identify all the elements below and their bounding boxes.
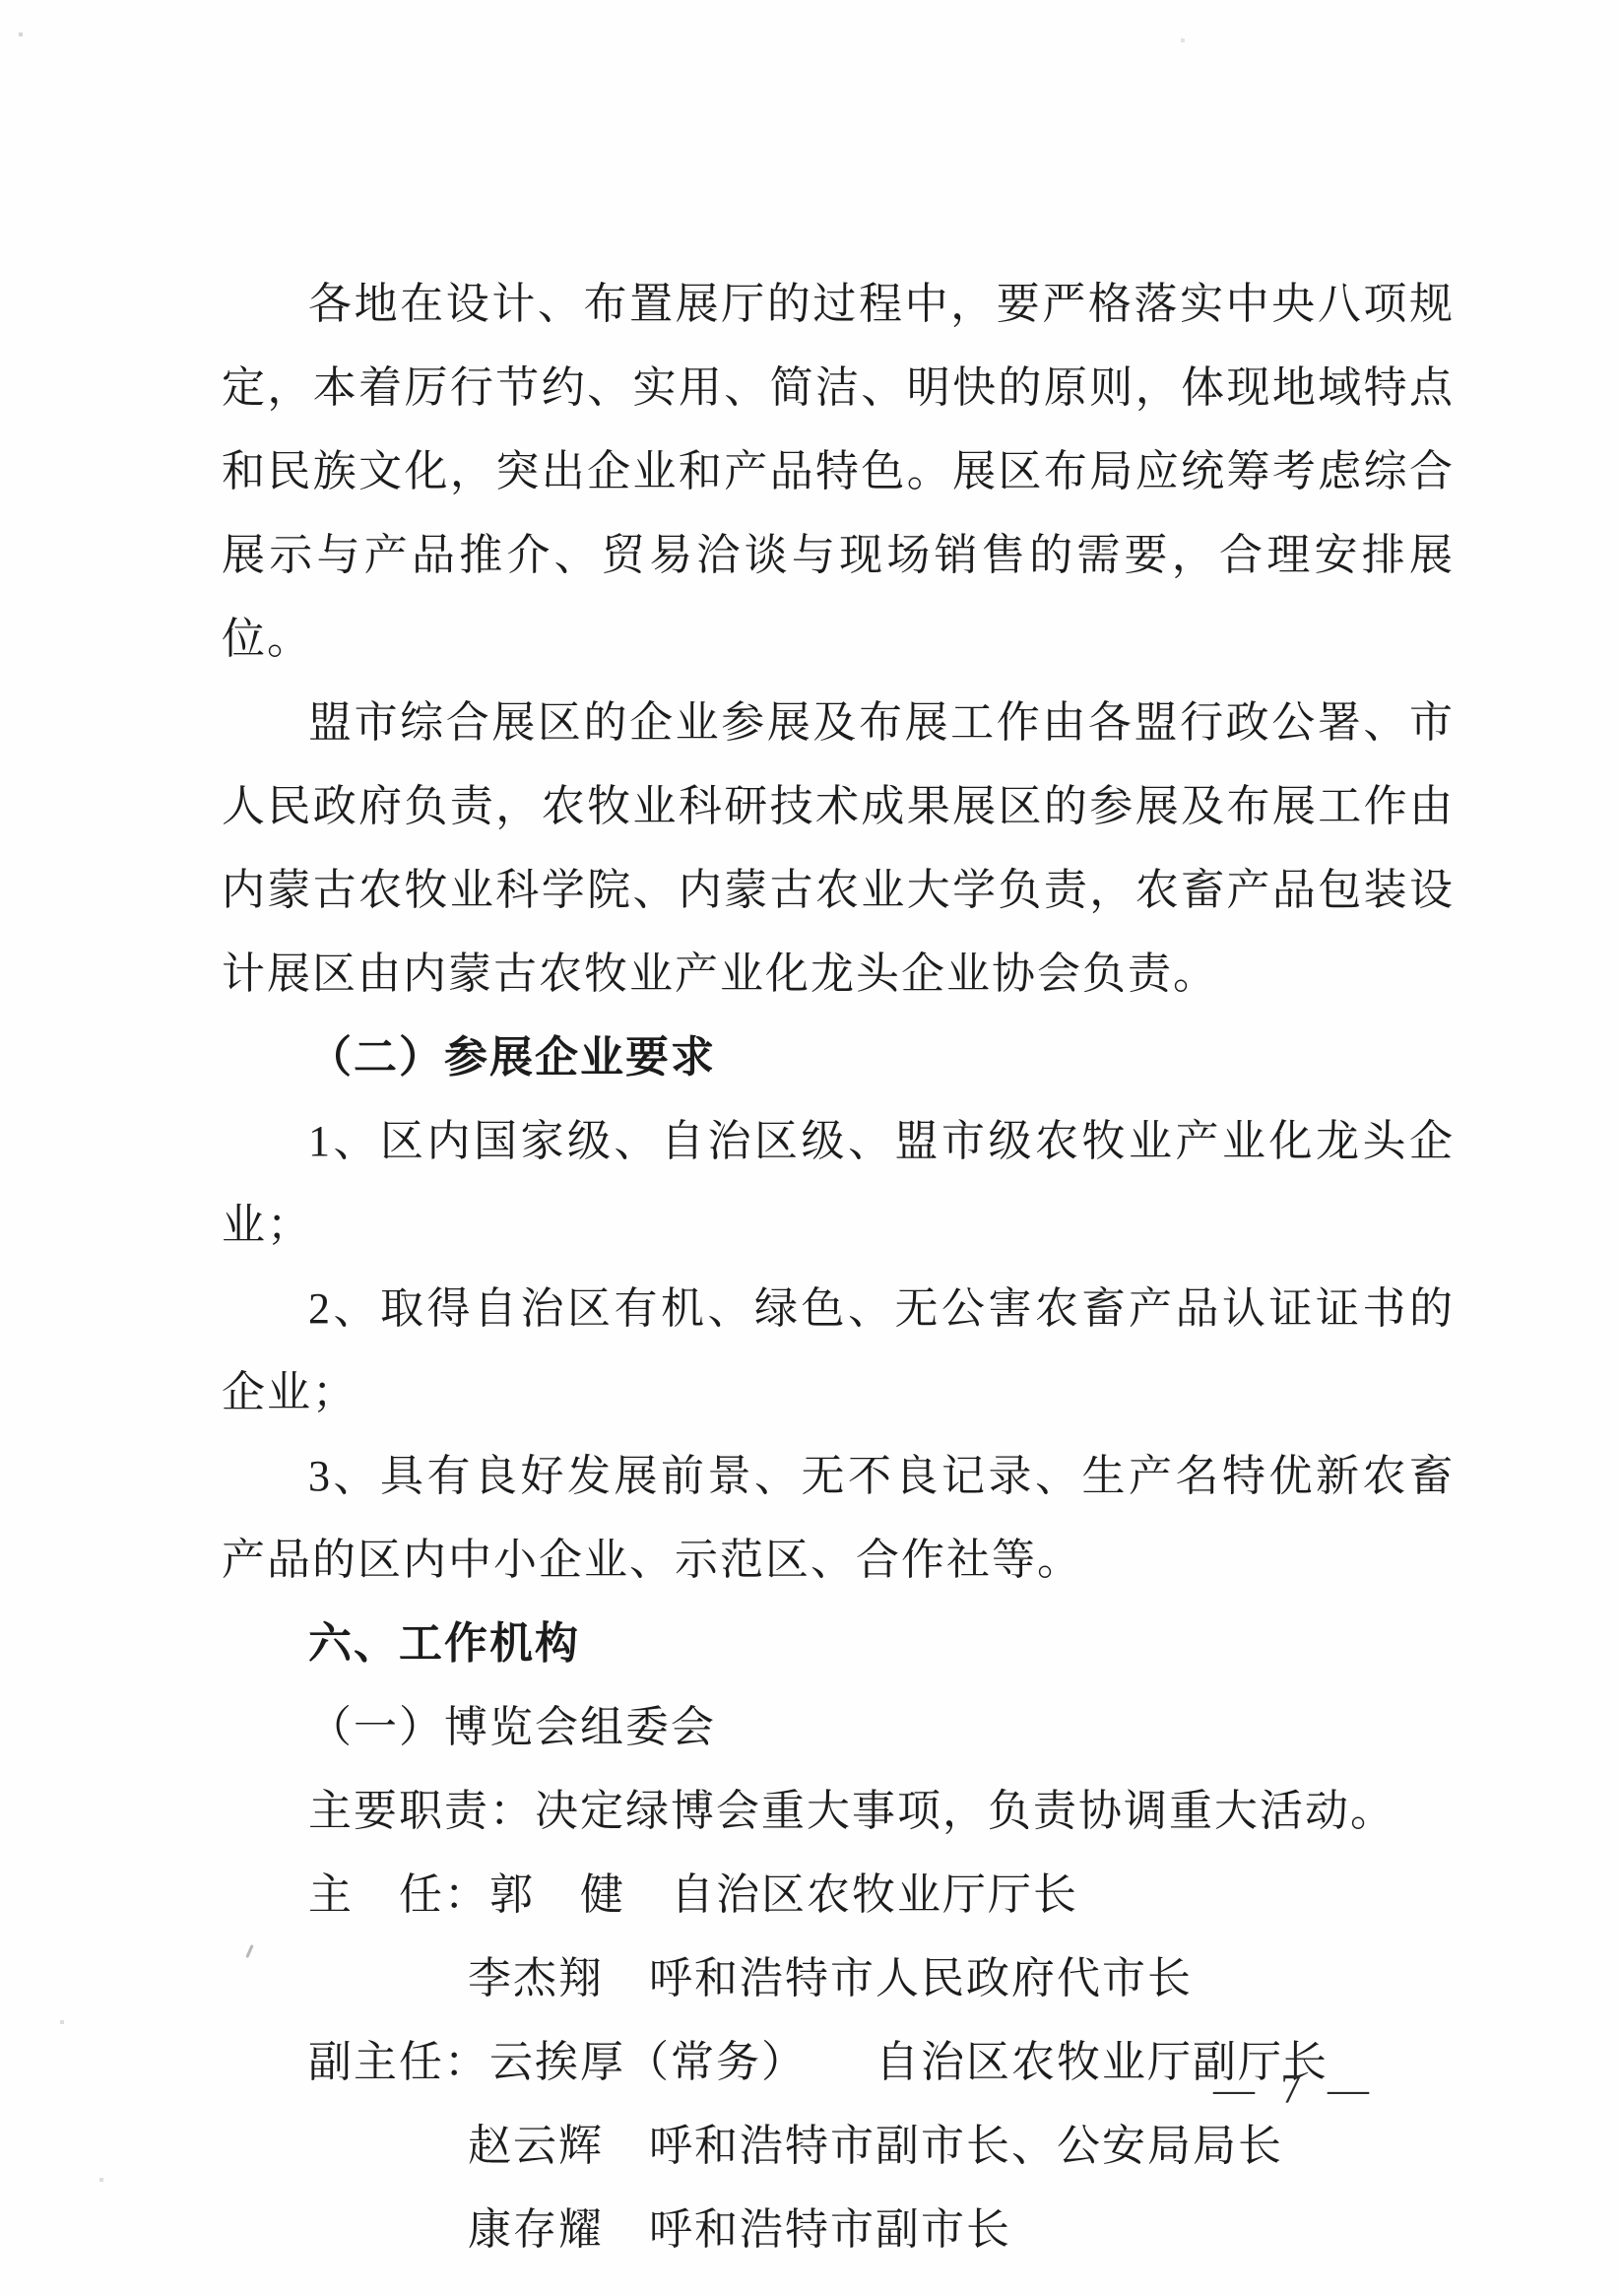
roster-name-line: 赵云辉 呼和浩特市副市长、公安局局长 xyxy=(468,2122,1283,2170)
scan-artifact-specks xyxy=(0,0,2,2)
list-item-paragraph: 1、区内国家级、自治区级、盟市级农牧业产业化龙头企业； xyxy=(222,1117,1455,1249)
section-heading: 六、工作机构 xyxy=(308,1619,580,1668)
subsection-heading: （二）参展企业要求 xyxy=(308,1033,716,1082)
subsection-heading: （一）博览会组委会 xyxy=(308,1703,716,1751)
duty-paragraph: 主要职责：决定绿博会重大事项，负责协调重大活动。 xyxy=(308,1787,1395,1835)
body-paragraph: 盟市综合展区的企业参展及布展工作由各盟行政公署、市人民政府负责，农牧业科研技术成果展区的参展及布展工作由内蒙古农牧业科学院、内蒙古农业大学负责，农畜产品包装设计展区由内蒙古农牧业产业化龙头企业协会负责。 xyxy=(222,698,1455,998)
roster-name-line: 康存耀 呼和浩特市副市长 xyxy=(468,2205,1011,2254)
body-paragraph: 各地在设计、布置展厅的过程中，要严格落实中央八项规定，本着厉行节约、实用、简洁、明快的原则，体现地域特点和民族文化，突出企业和产品特色。展区布局应统筹考虑综合展示与产品推介、贸易洽谈与现场销售的需要，合理安排展位。 xyxy=(222,280,1455,663)
page-number: — 7 — xyxy=(1213,2067,1377,2113)
roster-role-line: 副主任：云挨厚（常务） 自治区农牧业厅副厅长 xyxy=(308,2038,1329,2086)
list-item-paragraph: 2、取得自治区有机、绿色、无公害农畜产品认证证书的企业； xyxy=(222,1284,1455,1416)
roster-name-line: 李杰翔 呼和浩特市人民政府代市长 xyxy=(468,1954,1193,2002)
list-item-paragraph: 3、具有良好发展前景、无不良记录、生产名特优新农畜产品的区内中小企业、示范区、合作社等。 xyxy=(222,1452,1455,1584)
document-body xyxy=(222,262,1455,2271)
roster-role-line: 主 任：郭 健 自治区农牧业厅厅长 xyxy=(308,1870,1078,1919)
